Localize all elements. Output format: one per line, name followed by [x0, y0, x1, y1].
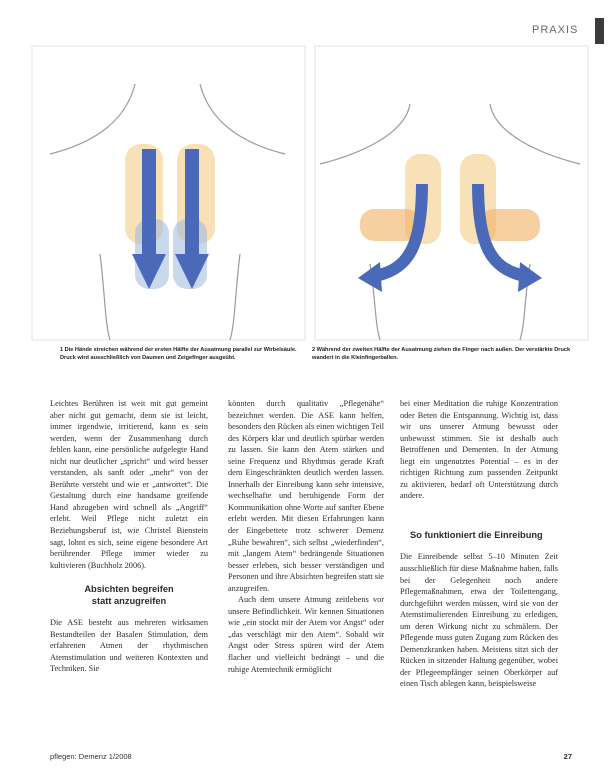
caption-1: 1 Die Hände streichen während der ersten Hälfte der Ausatmung parallel zur Wirbelsäule. Druck wird ausschließlich von Daumen und Zeigefinger ausgeübt.: [60, 347, 297, 362]
subheading-line-2: statt anzugreifen: [91, 596, 167, 607]
section-tab: [518, 18, 610, 44]
text-column-3: [400, 398, 558, 690]
text-column-1: [50, 398, 208, 675]
massage-illustration: [30, 44, 590, 344]
paragraph: könnten durch qualitativ „Pflegenähe“ bezeichnet werden. Die ASE kann helfen, besonders den Rücken als einen wichtigen Teil des Körpers klar und deutlich spürbar werden zu lassen. Sie kann den Atem stärken und seine Frequenz und Rhythmus gerade Kraft dem Eingeschränkten deutlich werden lassen. Innerhalb der Einreibung kann sehr intensive, wechselhafte und beruhigende Form der Kommunikation ohne Worte auf sanfter Ebene erlebt werden. Mit diesen Erfahrungen kann der Eingebettete trotz schwerer Demenz „Ruhe bewahren“, sich selbst „wiederfinden“, mit „langem Atem“ bedrängende Situationen besser erleben, sich besser verständigen und Personen und ihre Absichten begreifen statt sie anzugreifen.: [228, 399, 384, 593]
footer-publication: pflegen: Demenz 1/2008: [50, 752, 132, 761]
panel-left: [32, 46, 305, 340]
subheading: So funktioniert die Einreibung: [410, 529, 543, 540]
paragraph: Auch dem unsere Atmung zeitlebens vor unsere Befindlichkeit. Wir kennen Situationen wie „ein stockt mir der Atem vor Angst“ oder „das verschlägt mir den Atem“. Sobald wir Angst oder Stress spüren wird der Atem flacher und vielleicht bedrängt – und die ruhige Atemtechnik ermöglicht: [228, 595, 384, 674]
figure-illustration: [30, 44, 590, 344]
caption-2: 2 Während der zweiten Hälfte der Ausatmung ziehen die Finger nach außen. Der verstärkte Druck wandert in die Kleinfingerballen.: [312, 347, 571, 362]
section-label: PRAXIS: [532, 24, 579, 36]
paragraph: Die Einreibende selbst 5–10 Minuten Zeit ausschließlich für diese Maßnahme haben, falls bei der Gelegenheit noch andere Pflegemaßnahmen, etwa der Toilettengang, durchgeführt werden müssen, wird sie von der Atemstimulierenden Einreibung zu erledigen, um deren Wirkung nicht zu schmälern. Der Pflegende muss guten Zugang zum Rücken des Demenzkranken haben. Meistens sitzt sich der Rücken in sitzender Haltung gegenüber, wobei der Pflegeempfänger seinen Oberkörper auf einen Tisch ablegen kann, beispielsweise: [400, 552, 558, 689]
text-column-2: [228, 398, 384, 675]
subheading-line-1: Absichten begreifen: [84, 584, 174, 595]
paragraph: bei einer Meditation die ruhige Konzentration oder Beten die Entspannung. Wichtig ist, dass wir uns unserer Atmung bewusst oder unbewusst stimmen. Sie ist deshalb auch Betroffenen und Dementen. In der Atmung liegt ein ungenutztes Potential – es in der richtigen Richtung zum passenden Zeitpunkt zu aktivieren, bedarf oft Unterstützung durch andere.: [400, 399, 558, 501]
panel-right: [315, 46, 588, 340]
paragraph: Die ASE besteht aus mehreren wirksamen Bestandteilen der Basalen Stimulation, dem erfahrenen Atmen der rhythmischen Atemstimulation und weiteren Kontexten und Techniken. Sie: [50, 618, 208, 674]
section-marker: [595, 18, 604, 44]
paragraph: Leichtes Berühren ist weit mit gut gemeint aber nicht gut gemacht, denn sie ist leicht, immer irgendwie, irritierend, kann es sein werden, wenn der Zusammenhang durch fehlen kann, eine persönliche aufgelegte Hand nicht nur deutlicher „spricht“ und wird besser verstanden, als sanft oder „mehr“ von der Berührte versteht und wie er „antwortet“. Die Gestaltung durch eine handsame greifende Hand abzugeben wird schnell als „Angriff“ erlebt. Weil Pflege nicht zuletzt ein Beziehungsberuf ist, wie Christel Bienstein sagt, lohnt es sich, seine eigene besondere Art berührender Pflege immer wieder zu kultivieren (Buchholz 2006).: [50, 399, 208, 570]
page-number: 27: [563, 752, 572, 761]
